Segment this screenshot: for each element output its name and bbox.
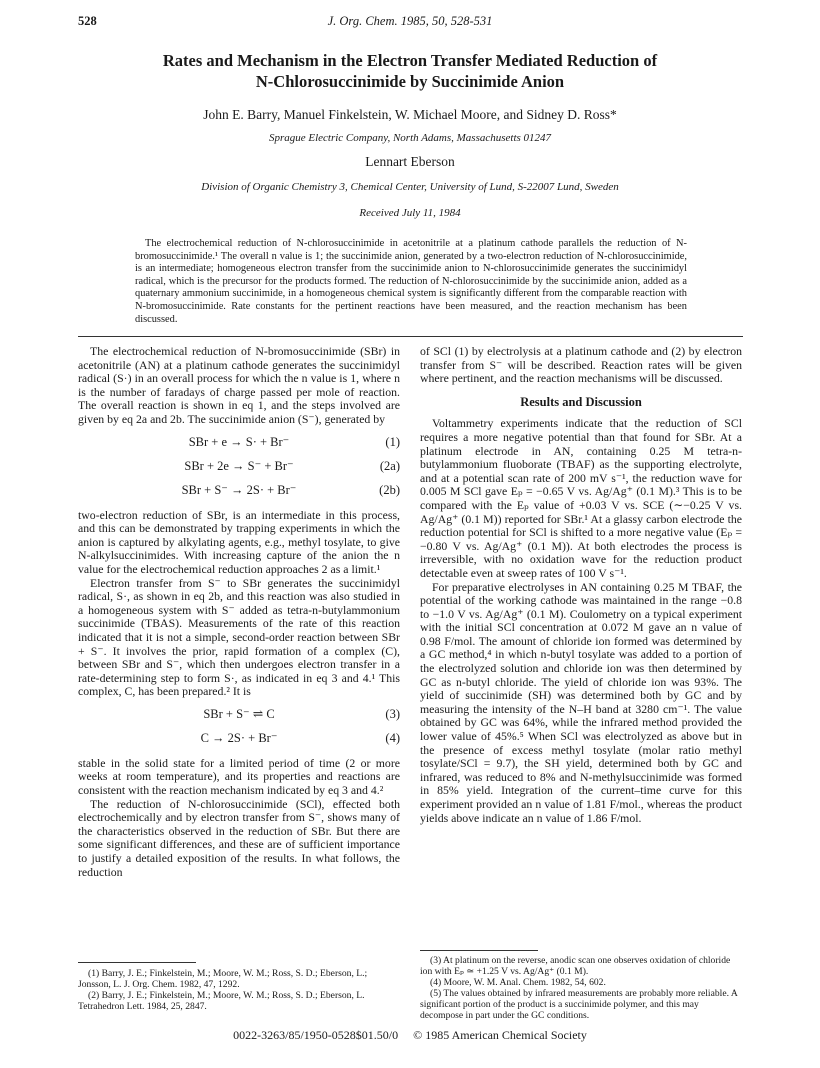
footnote-1: (1) Barry, J. E.; Finkelstein, M.; Moore, W. M.; Ross, S. D.; Eberson, L.; Jonsson, L. J. Org. Chem. 1982, 47, 1292. xyxy=(78,968,368,990)
footnote-4: (4) Moore, W. M. Anal. Chem. 1982, 54, 602. xyxy=(430,977,606,988)
title-line-2: N-Chlorosuccinimide by Succinimide Anion xyxy=(255,72,565,91)
right-footnote-rule xyxy=(420,950,538,951)
affiliation-lund: Division of Organic Chemistry 3, Chemical Center, University of Lund, S-22007 Lund, Sweden xyxy=(201,181,619,193)
left-footnote-rule xyxy=(78,962,196,963)
left-paragraph-3: Electron transfer from S⁻ to SBr generates the succinimidyl radical, S·, as shown in eq 2b, and this reaction was also studied in a homogeneous system with S⁻ added as tetra-n-butylammonium succinimide (TBAS). Measurements of the rate of this reaction indicated that it is not a simple, second-order reaction between SBr + S⁻. It involves the prior, rapid formation of a complex (C), between SBr and S⁻, which then undergoes electron transfer in a rate-determining step to form S·, as indicated in eq 3 and 4.¹ This complex, C, has been prepared.² It is xyxy=(78,575,400,699)
article-code: 0022-3263/85/1950-0528$01.50/0 xyxy=(233,1028,399,1042)
article-title xyxy=(78,50,742,92)
right-footnotes xyxy=(420,955,742,1021)
running-header xyxy=(78,14,742,32)
equation-2a xyxy=(78,455,400,479)
left-column xyxy=(78,345,400,879)
equation-2b-number: (2b) xyxy=(379,482,400,497)
left-paragraph-1: The electrochemical reduction of N-bromosuccinimide (SBr) in acetonitrile (AN) at a platinum cathode generates the succinimidyl radical (S·) in an overall process for which the n value is 1, where n is the number of faradays of charge passed per mole of reaction. The overall reaction is shown in eq 1, and the steps involved are given by eq 2a and 2b. The succinimide anion (S⁻), generated by xyxy=(78,344,400,426)
right-paragraph-1: of SCl (1) by electrolysis at a platinum cathode and (2) by electron transfer from S⁻ will be described. Reaction rates will be given where pertinent, and the reaction mechanisms will be discussed. xyxy=(420,344,742,386)
equation-3-expression: SBr + S⁻ ⇌ C xyxy=(203,706,275,721)
footnote-5: (5) The values obtained by infrared measurements are probably more reliable. A significant portion of the product is a succinimide polymer, and this may decompose in part under the GC conditions. xyxy=(420,988,738,1021)
right-paragraph-3: For preparative electrolyses in AN containing 0.25 M TBAF, the potential of the working cathode was maintained in the range −0.8 to −1.0 V vs. Ag/Ag⁺ (0.1 M). Coulometry on a typical experiment with the initial SCl concentration at 0.072 M gave an n value of 0.98 F/mol. The amount of chloride ion formed was determined by a GC method,⁴ in which n-butyl tosylate was added to a portion of the electrolyzed solution and chloride ion was then determined by GC as n-butyl chloride. The yield of chloride ion was 93%. The yield of succinimide (SH) was determined both by GC and by measuring the intensity of the N–H band at 3280 cm⁻¹. The value obtained by GC was 64%, while the infrared method provided the lower value of 45%.⁵ When SCl was electrolyzed as above but in the presence of excess methyl tosylate (molar ratio methyl tosylate/SCl = 9.7), the SH yield, determined both by GC and infrared, was reduced to 8% and N-methylsuccinimide was formed in 85% yield. Integration of the current–time curve for this experiment provided an n value of 1.81 F/mol., whereas the product yields above indicate an n value of 1.86 F/mol. xyxy=(420,579,742,825)
equation-1-expression: SBr + e → S· + Br⁻ xyxy=(188,434,290,449)
equation-2b xyxy=(78,479,400,503)
equation-1-number: (1) xyxy=(385,434,400,449)
section-heading-results: Results and Discussion xyxy=(520,394,642,409)
abstract: The electrochemical reduction of N-chlorosuccinimide in acetonitrile at a platinum cathode parallels the reduction of N-bromosuccinimide.¹ The overall n value is 1; the succinimide anion, generated by a two-electron reduction of N-chlorosuccinimide, is an intermediate; homogeneous electron transfer from the succinimide anion to N-chlorosuccinimide generates the succinimidyl radical, which is the precursor for the products formed. The reduction of N-chlorosuccinimide by the succinimide anion, added as a quaternary ammonium succinimide, in a homogeneous chemical system is significantly different from the comparable reaction with N-bromosuccinimide. Rate constants for the pertinent reactions have been measured, and the reaction mechanism has been discussed. xyxy=(135,238,687,325)
equation-2a-number: (2a) xyxy=(379,458,400,473)
title-line-1: Rates and Mechanism in the Electron Transfer Mediated Reduction of xyxy=(162,51,658,70)
right-column xyxy=(420,345,742,825)
equation-1 xyxy=(78,431,400,455)
right-paragraph-2: Voltammetry experiments indicate that the reduction of SCl requires a more negative potential than that found for SBr. At a platinum electrode in AN, containing 0.25 M tetra-n-butylammonium fluoborate (TBAF) as the supporting electrolyte, and at a potential scan rate of 200 mV s⁻¹, the reduction wave for 0.005 M SCl gave Eₚ = −0.65 V vs. Ag/Ag⁺ (0.1 M).³ This is to be compared with the Eₚ value of +0.03 V vs. SCE (∼−0.25 V vs. Ag/Ag⁺ (0.1 M)) reported for SBr.¹ At a glassy carbon electrode the reduction potential for SCl is shifted to a more negative value (Eₚ = −0.80 V vs. Ag/Ag⁺ (0.1 M)). At both electrodes the process is irreversible, with no oxidation wave for the reduction product detectable even at sweep rates of 100 V s⁻¹. xyxy=(420,416,742,580)
left-paragraph-4: stable in the solid state for a limited period of time (2 or more weeks at room temperature), and its properties and reactions are consistent with the reaction mechanism indicated by eq 3 and 4.² xyxy=(78,755,400,798)
received-date: Received July 11, 1984 xyxy=(359,207,461,219)
footnote-2: (2) Barry, J. E.; Finkelstein, M.; Moore, W. M.; Ross, S. D.; Eberson, L. Tetrahedron Lett. 1984, 25, 2847. xyxy=(78,990,365,1012)
journal-citation: J. Org. Chem. 1985, 50, 528-531 xyxy=(327,14,493,28)
footnote-3: (3) At platinum on the reverse, anodic scan one observes oxidation of chloride ion with Eₚ ≃ +1.25 V vs. Ag/Ag⁺ (0.1 M). xyxy=(420,955,731,977)
abstract-rule xyxy=(78,336,743,337)
affiliation-sprague: Sprague Electric Company, North Adams, Massachusetts 01247 xyxy=(268,132,552,144)
copyright-notice: © 1985 American Chemical Society xyxy=(413,1028,587,1042)
left-paragraph-2: two-electron reduction of SBr, is an intermediate in this process, and this can be demonstrated by trapping experiments in which the anion is captured by alkylating agents, e.g., methyl tosylate, to give N-alkylsuccinimides. With increasing capture of the anion the n value for the electrochemical reduction approaches 2 as a limit.¹ xyxy=(78,507,400,576)
equation-4-expression: C → 2S· + Br⁻ xyxy=(200,730,278,745)
equation-3 xyxy=(78,703,400,727)
page-number: 528 xyxy=(78,14,97,28)
author-eberson: Lennart Eberson xyxy=(365,154,455,169)
equation-3-number: (3) xyxy=(385,706,400,721)
left-paragraph-5: The reduction of N-chlorosuccinimide (SCl), effected both electrochemically and by electron transfer from S⁻, shows many of the characteristics observed in the reduction of SBr. But there are some significant differences, and these are of sufficient importance to justify a detailed exposition of the results. In what follows, the reduction xyxy=(78,796,400,879)
author-list: John E. Barry, Manuel Finkelstein, W. Michael Moore, and Sidney D. Ross* xyxy=(203,107,617,122)
equation-2b-expression: SBr + S⁻ → 2S· + Br⁻ xyxy=(181,482,297,497)
equation-4-number: (4) xyxy=(385,730,400,745)
page-footer xyxy=(78,1028,742,1043)
equation-4 xyxy=(78,727,400,751)
equation-2a-expression: SBr + 2e → S⁻ + Br⁻ xyxy=(184,458,294,473)
left-footnotes xyxy=(78,968,400,1012)
